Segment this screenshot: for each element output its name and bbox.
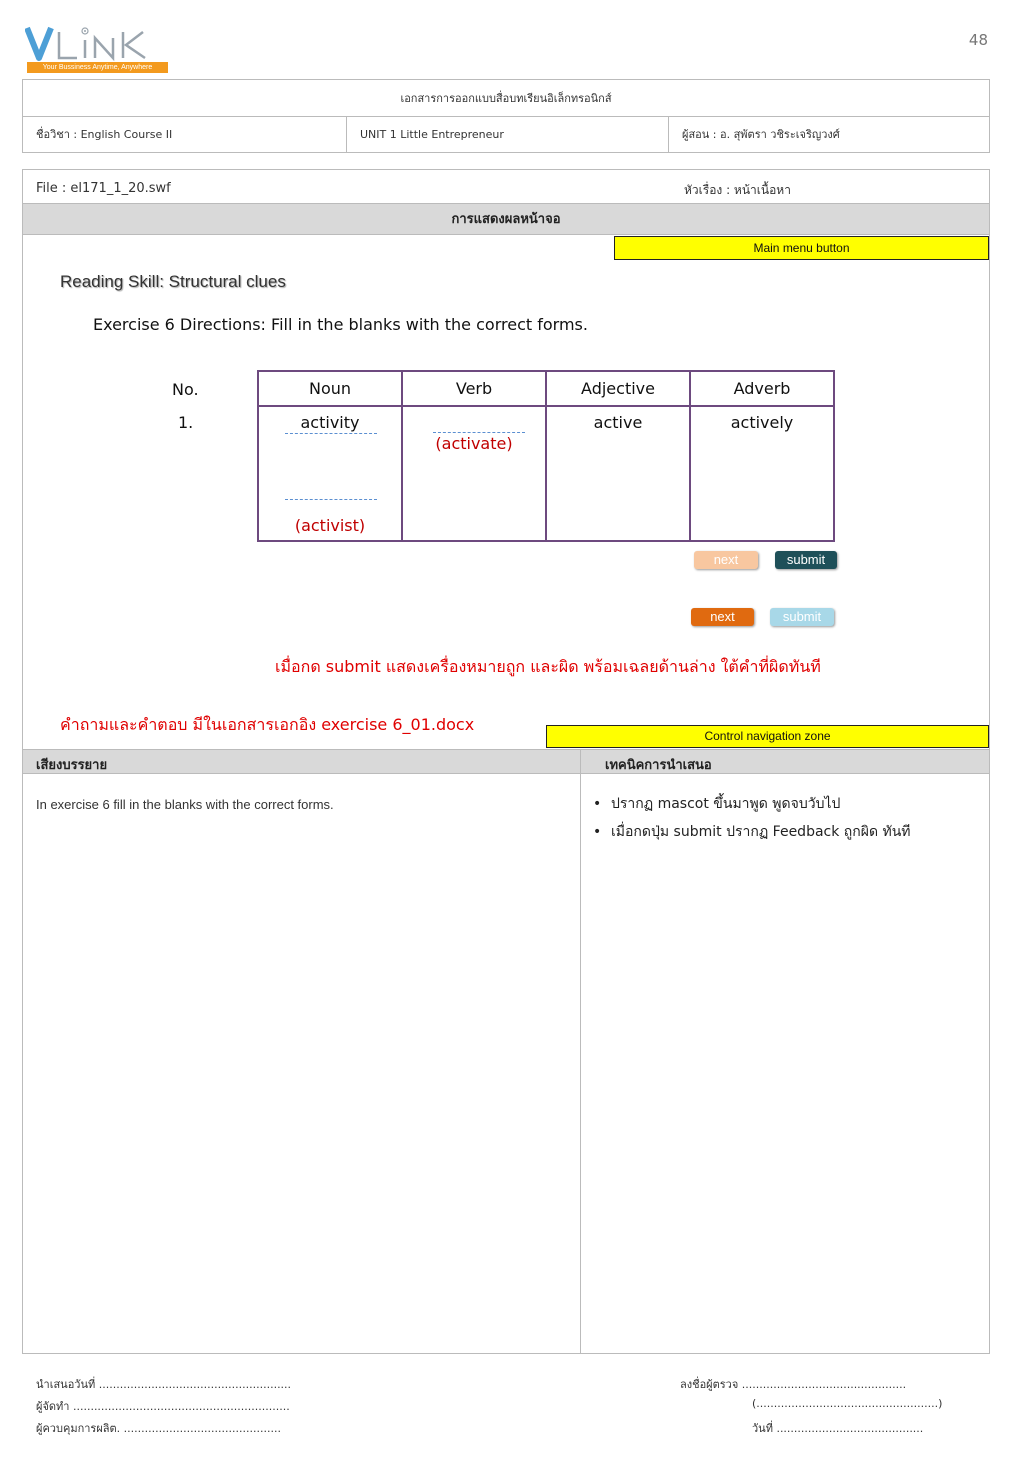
document-header-table	[22, 79, 990, 153]
noun-blank-line	[285, 433, 377, 434]
header-noun: Noun	[308, 379, 352, 398]
list-item	[593, 792, 911, 820]
header-adverb: Adverb	[733, 379, 791, 398]
next-button-active[interactable]: next	[691, 608, 754, 626]
verb-blank[interactable]	[433, 432, 525, 433]
no-column-header: No.	[172, 380, 199, 399]
reference-note: คำถามและคำตอบ มีในเอกสารเอกอิง exercise 6_01.docx	[60, 715, 475, 734]
adverb-word: actively	[730, 413, 794, 432]
reading-title: Reading Skill: Structural clues	[60, 272, 286, 291]
technique-header: เทคนิคการนำเสนอ	[605, 758, 712, 773]
topic-label: หัวเรื่อง : หน้าเนื้อหา	[684, 183, 791, 197]
section-title-bar: การแสดงผลหน้าจอ	[23, 203, 989, 235]
next-button-inactive[interactable]: next	[694, 551, 758, 569]
presented-date: นำเสนอวันที่ .......................................................	[36, 1378, 292, 1391]
narration-header: เสียงบรรยาย	[36, 758, 108, 773]
noun-answer: (activist)	[294, 516, 366, 535]
lower-header-bar	[23, 749, 989, 774]
instructor-name: ผู้สอน : อ. สุพัตรา วชิระเจริญวงศ์	[682, 128, 840, 141]
verb-answer: (activate)	[435, 434, 513, 453]
word-forms-table	[257, 370, 835, 542]
bullet-icon: •	[593, 824, 602, 840]
reviewer-name: (....................................................)	[752, 1397, 943, 1410]
main-menu-button-zone[interactable]: Main menu button	[614, 236, 989, 260]
course-name: ชื่อวิชา : English Course II	[23, 117, 347, 153]
header-adjective: Adjective	[581, 379, 655, 398]
submit-button-active[interactable]: submit	[775, 551, 837, 569]
control-navigation-zone[interactable]: Control navigation zone	[546, 725, 989, 748]
narration-text: In exercise 6 fill in the blanks with the correct forms.	[36, 797, 334, 812]
adjective-word: active	[593, 413, 643, 432]
production-supervisor: ผู้ควบคุมการผลิต. .............................................	[36, 1422, 281, 1435]
submit-note: เมื่อกด submit แสดงเครื่องหมายถูก และผิด พร้อมเฉลยด้านล่าง ใต้คำที่ผิดทันที	[275, 657, 821, 676]
technique-text: เมื่อกดปุ่ม submit ปรากฏ Feedback ถูกผิด ทันที	[611, 824, 911, 840]
header-verb: Verb	[455, 379, 493, 398]
bullet-icon: •	[593, 796, 602, 812]
technique-list	[593, 792, 911, 848]
page-number: 48	[968, 31, 988, 49]
list-item	[593, 820, 911, 848]
row-number: 1.	[178, 413, 194, 432]
submit-button-inactive[interactable]: submit	[770, 608, 834, 626]
technique-text: ปรากฏ mascot ขึ้นมาพูด พูดจบวับไป	[611, 796, 841, 812]
noun-blank[interactable]	[285, 499, 377, 500]
noun-word: activity	[300, 413, 360, 432]
table-divider	[259, 405, 833, 407]
file-name: File : el171_1_20.swf	[36, 181, 171, 196]
logo-tagline: Your Bussiness Anytime, Anywhere	[27, 62, 168, 73]
unit-name: UNIT 1 Little Entrepreneur	[347, 117, 669, 153]
review-date: วันที่ ..........................................	[752, 1422, 924, 1435]
reviewer-signature: ลงชื่อผู้ตรวจ ...............................................	[680, 1378, 907, 1391]
exercise-directions: Exercise 6 Directions: Fill in the blanks with the correct forms.	[93, 315, 588, 334]
prepared-by: ผู้จัดทำ ..............................................................	[36, 1400, 290, 1413]
document-title: เอกสารการออกแบบสื่อบทเรียนอิเล็กทรอนิกส์	[23, 80, 989, 117]
lower-divider	[580, 749, 581, 1354]
